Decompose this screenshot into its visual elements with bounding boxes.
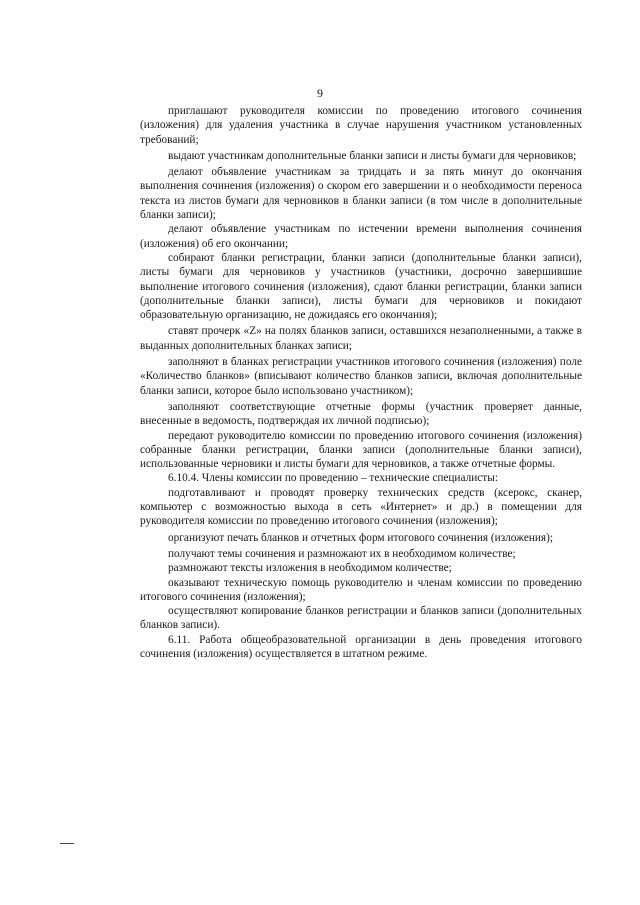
section-heading: 6.10.4. Члены комиссии по проведению – технические специалисты: — [168, 472, 498, 485]
margin-mark — [60, 843, 74, 844]
paragraph: осуществляют копирование бланков регистрации и бланков записи (дополнительных бланков записи). — [140, 605, 582, 632]
page-number: 9 — [317, 86, 323, 100]
paragraph: 6.11. Работа общеобразовательной организации в день проведения итогового сочинения (изложения) осуществляется в штатном режиме. — [140, 633, 582, 660]
paragraph: приглашают руководителя комиссии по проведению итогового сочинения (изложения) для удаления участника в случае нарушения участником установленных требований; — [140, 105, 582, 146]
paragraph: подготавливают и проводят проверку технических средств (ксерокс, сканер, компьютер с возможностью выхода в сеть «Интернет» и др.) в помещении для руководителя комиссии по проведению итогового сочинения (изложения); — [140, 486, 582, 528]
paragraph: получают темы сочинения и размножают их в необходимом количестве; — [168, 547, 516, 560]
paragraph: делают объявление участникам за тридцать и за пять минут до окончания выполнения сочинения (изложения) о скором его завершении и о необходимости переноса текста из листов бумаги для черновиков в бланки записи (в том числе в дополнительные бланки записи); — [140, 166, 582, 222]
paragraph: собирают бланки регистрации, бланки записи (дополнительные бланки записи), листы бумаги для черновиков у участников (участники, досрочно завершившие выполнение итогового сочинения (изложения), сдают бланки регистрации, бланки записи (дополнительные бланки записи), листы бумаги для черновиков и покидают образовательную организацию, не дожидаясь его окончания); — [140, 251, 582, 322]
paragraph: заполняют в бланках регистрации участников итогового сочинения (изложения) поле «Количество бланков» (вписывают количество бланков записи, включая дополнительные бланки записи, которое было использовано участником); — [140, 356, 582, 397]
paragraph: организуют печать бланков и отчетных форм итогового сочинения (изложения); — [168, 531, 554, 544]
paragraph: передают руководителю комиссии по проведению итогового сочинения (изложения) собранные бланки регистрации, бланки записи (дополнительные бланки записи), использованные черновики и листы бумаги для черновиков, а также отчетные формы. — [140, 429, 582, 471]
paragraph: заполняют соответствующие отчетные формы (участник проверяет данные, внесенные в ведомость, подтверждая их личной подписью); — [140, 400, 582, 428]
paragraph: делают объявление участникам по истечении времени выполнения сочинения (изложения) об его окончании; — [140, 223, 582, 250]
paragraph: ставят прочерк «Z» на полях бланков записи, оставшихся незаполненными, а также в выданных дополнительных бланках записи; — [140, 325, 582, 352]
document-body — [140, 104, 582, 661]
paragraph: выдают участникам дополнительные бланки записи и листы бумаги для черновиков; — [168, 149, 577, 162]
paragraph: оказывают техническую помощь руководителю и членам комиссии по проведению итогового сочинения (изложения); — [140, 576, 582, 603]
paragraph: размножают тексты изложения в необходимом количестве; — [168, 562, 452, 575]
